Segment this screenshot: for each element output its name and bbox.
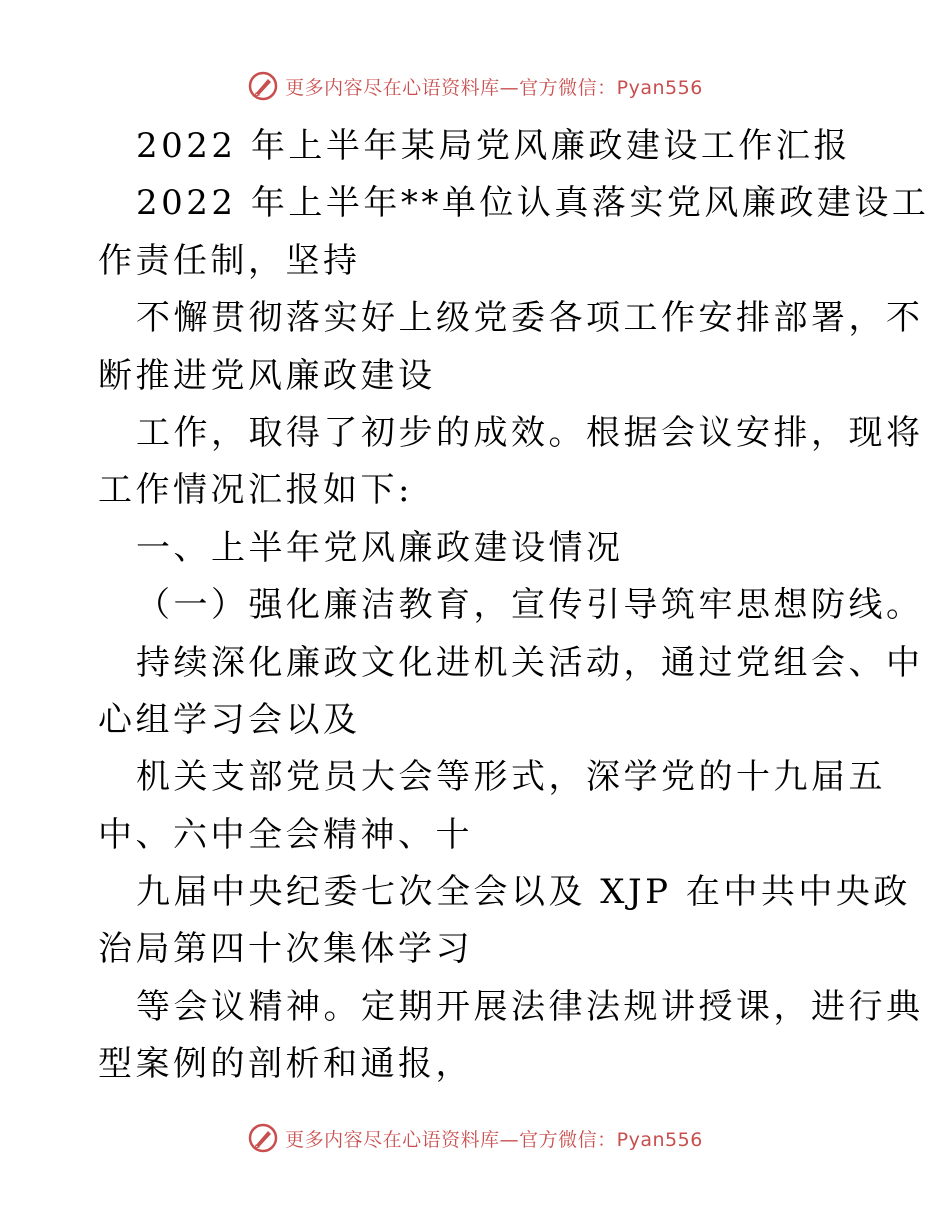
paragraph-line: 不懈贯彻落实好上级党委各项工作安排部署，不 bbox=[136, 298, 924, 339]
paragraph-line: 工作，取得了初步的成效。根据会议安排，现将 bbox=[136, 412, 924, 453]
watermark-text: 更多内容尽在心语资料库—官方微信：Pyan556 bbox=[285, 1128, 703, 1151]
document-body bbox=[98, 118, 930, 1094]
pen-seal-icon bbox=[247, 70, 279, 102]
document-title: 2022 年上半年某局党风廉政建设工作汇报 bbox=[136, 126, 851, 166]
paragraph-line: 持续深化廉政文化进机关活动，通过党组会、中 bbox=[136, 642, 924, 683]
paragraph-line: 等会议精神。定期开展法律法规讲授课，进行典 bbox=[136, 986, 924, 1027]
watermark-text: 更多内容尽在心语资料库—官方微信：Pyan556 bbox=[285, 76, 703, 99]
pen-seal-icon bbox=[247, 1122, 279, 1154]
paragraph-line: 心组学习会以及 bbox=[98, 699, 361, 740]
paragraph-line: 九届中央纪委七次全会以及 XJP 在中共中央政 bbox=[136, 872, 911, 913]
paragraph-line: 工作情况汇报如下: bbox=[98, 470, 413, 511]
header-watermark bbox=[0, 70, 950, 102]
paragraph-line: 中、六中全会精神、十 bbox=[98, 814, 473, 855]
paragraph-line: 作责任制，坚持 bbox=[98, 240, 361, 281]
paragraph-line: 2022 年上半年**单位认真落实党风廉政建设工 bbox=[136, 183, 930, 224]
footer-watermark bbox=[0, 1122, 950, 1154]
section-heading: 一、上半年党风廉政建设情况 bbox=[136, 527, 624, 568]
subsection-heading: （一）强化廉洁教育，宣传引导筑牢思想防线。 bbox=[136, 585, 924, 626]
paragraph-line: 型案例的剖析和通报， bbox=[98, 1044, 473, 1085]
paragraph-line: 治局第四十次集体学习 bbox=[98, 929, 473, 970]
paragraph-line: 断推进党风廉政建设 bbox=[98, 355, 436, 396]
paragraph-line: 机关支部党员大会等形式，深学党的十九届五 bbox=[136, 757, 886, 798]
